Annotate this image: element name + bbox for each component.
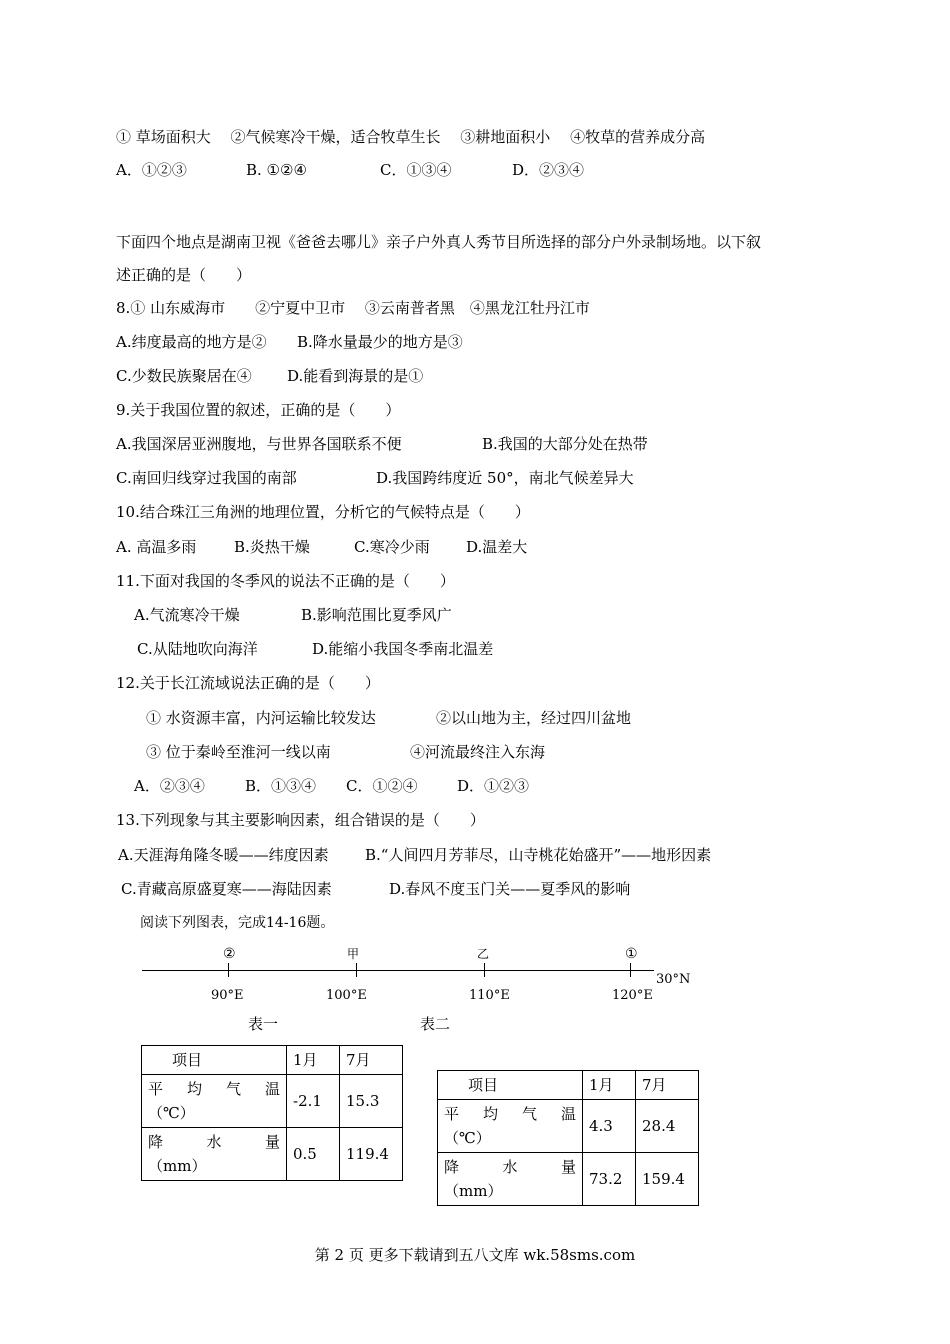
label-char: 平 [148,1080,164,1098]
label-unit: （mm） [444,1182,503,1200]
table2-row2-jan: 73.2 [583,1153,636,1206]
q12-statement-1: ① 水资源丰富，内河运输比较发达 [146,709,376,727]
q12-stem: 12.关于长江流域说法正确的是（ ） [116,674,380,692]
label-char: 量 [560,1158,576,1176]
table2-header-item: 项目 [438,1071,583,1100]
climate-table-1 [141,1045,403,1181]
q9-option-b: B.我国的大部分处在热带 [482,435,648,453]
q13-option-b: B.“人间四月芳菲尽，山寺桃花始盛开”——地形因素 [365,846,712,864]
q13-option-a: A.天涯海角隆冬暖——纬度因素 [118,846,329,864]
q12-statement-4: ④河流最终注入东海 [410,743,546,761]
table1-row1-jul: 15.3 [340,1075,403,1128]
reading-instruction: 阅读下列图表，完成14-16题。 [140,915,335,931]
q10-option-b: B.炎热干燥 [234,538,310,556]
table1-header-item: 项目 [142,1046,287,1075]
table-row [142,1075,403,1128]
label-90e: 90°E [211,988,244,1003]
q7-choice-b: B. ①②④ [246,161,307,179]
latitude-line [142,970,654,971]
q12-statement-3: ③ 位于秦岭至淮河一线以南 [146,743,331,761]
q12-option-d: D．①②③ [457,777,530,795]
q11-option-a: A.气流寒冷干燥 [134,606,240,624]
q7-choice-c: C．①③④ [380,161,452,179]
label-unit: （℃） [148,1104,195,1122]
q7-options: ① 草场面积大 ②气候寒冷干燥，适合牧草生长 ③耕地面积小 ④牧草的营养成分高 [116,128,706,146]
label-char: 温 [264,1080,280,1098]
table1-header-jul: 7月 [340,1046,403,1075]
q12-statement-2: ②以山地为主，经过四川盆地 [436,709,632,727]
table-row [438,1071,699,1100]
marker-circled-2: ② [223,946,236,962]
page-footer: 第 2 页 更多下载请到五八文库 wk.58sms.com [314,1246,636,1264]
marker-circled-1: ① [625,946,638,962]
table2-row2-jul: 159.4 [636,1153,699,1206]
q9-option-a: A.我国深居亚洲腹地，与世界各国联系不便 [116,435,402,453]
q13-option-c: C.青藏高原盛夏寒——海陆因素 [121,880,332,898]
label-char: 均 [186,1080,202,1098]
table1-row2-jul: 119.4 [340,1128,403,1181]
q8-stem: 8.① 山东威海市 ②宁夏中卫市 ③云南普者黑 ④黑龙江牡丹江市 [116,299,590,317]
marker-jia: 甲 [347,947,360,961]
table2-row2-label [438,1153,583,1206]
q10-option-a: A. 高温多雨 [116,538,197,556]
label-char: 气 [225,1080,241,1098]
q9-option-d: D.我国跨纬度近 50°，南北气候差异大 [376,469,634,487]
q12-option-a: A．②③④ [134,777,205,795]
label-char: 降 [444,1158,460,1176]
table2-caption: 表二 [420,1015,451,1033]
q10-stem: 10.结合珠江三角洲的地理位置，分析它的气候特点是（ ） [116,503,530,521]
table2-row1-jul: 28.4 [636,1100,699,1153]
q12-option-c: C．①②④ [346,777,418,795]
label-100e: 100°E [326,988,367,1003]
label-char: 平 [444,1105,460,1123]
intro-line-1: 下面四个地点是湖南卫视《爸爸去哪儿》亲子户外真人秀节目所选择的部分户外录制场地。以下叙 [116,233,762,251]
q11-stem: 11.下面对我国的冬季风的说法不正确的是（ ） [116,572,455,590]
q11-option-d: D.能缩小我国冬季南北温差 [312,640,494,658]
table2-row1-jan: 4.3 [583,1100,636,1153]
q11-option-b: B.影响范围比夏季风广 [301,606,452,624]
table1-row1-jan: -2.1 [287,1075,340,1128]
label-unit: （℃） [444,1129,491,1147]
tick-100e [356,963,357,977]
q10-option-c: C.寒冷少雨 [354,538,430,556]
label-char: 水 [206,1133,222,1151]
label-unit: （mm） [148,1157,207,1175]
label-char: 气 [521,1105,537,1123]
marker-yi: 乙 [477,947,490,961]
q9-stem: 9.关于我国位置的叙述，正确的是（ ） [116,401,401,419]
table1-header-jan: 1月 [287,1046,340,1075]
table1-row2-label [142,1128,287,1181]
table2-header-jan: 1月 [583,1071,636,1100]
tick-110e [484,963,485,977]
table2-header-jul: 7月 [636,1071,699,1100]
table-row [142,1046,403,1075]
q7-choice-d: D．②③④ [512,161,585,179]
q11-option-c: C.从陆地吹向海洋 [137,640,258,658]
table-row [438,1153,699,1206]
q8-option-b: B.降水量最少的地方是③ [297,333,463,351]
q13-option-d: D.春风不度玉门关——夏季风的影响 [389,880,631,898]
table1-row1-label [142,1075,287,1128]
q13-stem: 13.下列现象与其主要影响因素，组合错误的是（ ） [116,811,485,829]
q8-option-c: C.少数民族聚居在④ [116,367,252,385]
label-30n: 30°N [656,972,691,987]
label-char: 降 [148,1133,164,1151]
q9-option-c: C.南回归线穿过我国的南部 [116,469,297,487]
q8-option-d: D.能看到海景的是① [287,367,424,385]
table1-caption: 表一 [248,1015,279,1033]
label-120e: 120°E [612,988,653,1003]
intro-line-2: 述正确的是（ ） [116,266,252,284]
label-char: 量 [264,1133,280,1151]
table-row [142,1128,403,1181]
label-110e: 110°E [469,988,510,1003]
label-char: 水 [502,1158,518,1176]
tick-120e [630,963,631,977]
label-char: 温 [560,1105,576,1123]
climate-table-2 [437,1070,699,1206]
q8-option-a: A.纬度最高的地方是② [116,333,267,351]
table1-row2-jan: 0.5 [287,1128,340,1181]
tick-90e [228,963,229,977]
q7-choice-a: A．①②③ [116,161,187,179]
table2-row1-label [438,1100,583,1153]
table-row [438,1100,699,1153]
q10-option-d: D.温差大 [466,538,528,556]
q12-option-b: B．①③④ [245,777,317,795]
label-char: 均 [482,1105,498,1123]
